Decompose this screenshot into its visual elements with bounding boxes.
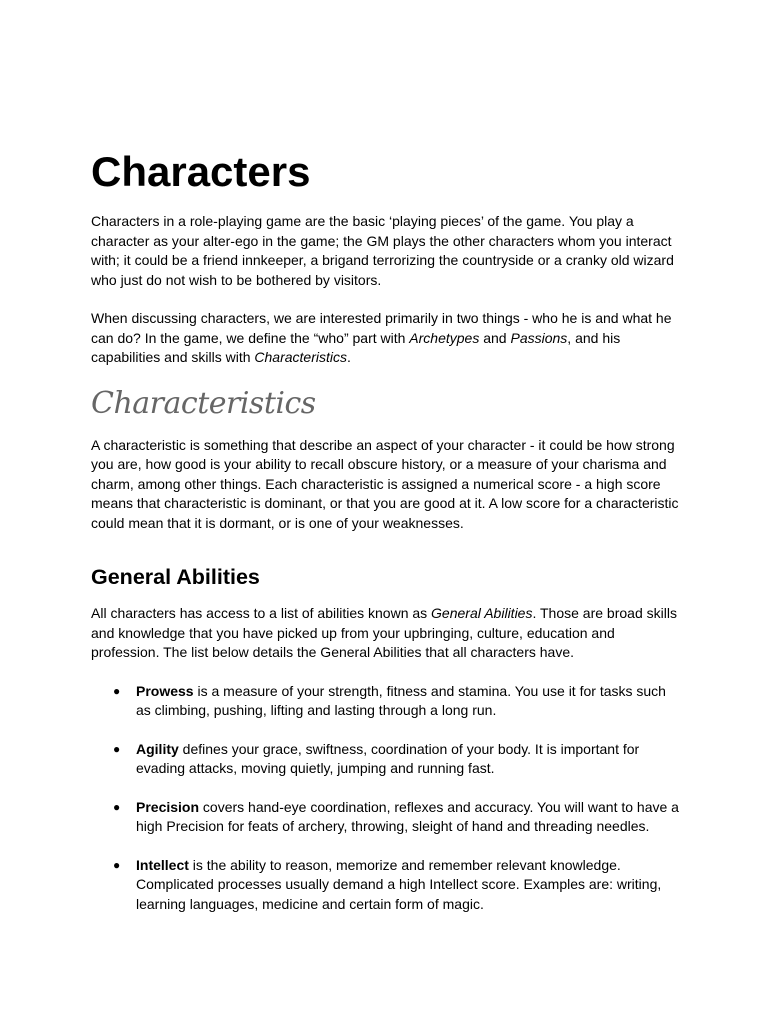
intro-p2-text-2: , and his capabilities and skills with: [91, 329, 621, 365]
general-abilities-list: [91, 682, 681, 915]
document-content: [91, 148, 681, 933]
passions-term: Passions: [510, 329, 568, 346]
intro-p2-text-1: When discussing characters, we are interested primarily in two things - who he is and what he can do? In the game, we define the “who” part with: [91, 310, 672, 346]
list-item: [91, 740, 681, 779]
characteristics-paragraph: A characteristic is something that describe an aspect of your character - it could be how strong you are, how good is your ability to recall obscure history, or a measure of your charisma and charm, among other things. Each characteristic is assigned a numerical score - a high score means that characteristic is dominant, or that you are good at it. A low score for a characteristic could mean that it is dormant, or is one of your weaknesses.: [91, 436, 679, 531]
general-abilities-intro: [91, 604, 681, 663]
list-item: [91, 856, 681, 915]
bullet-icon: ●: [113, 799, 121, 814]
ability-description: defines your grace, swiftness, coordination of your body. It is important for evading attacks, moving quietly, jumping and running fast.: [136, 740, 640, 776]
ability-description: is the ability to reason, memorize and remember relevant knowledge. Complicated processes usually demand a high Intellect score. Examples are: writing, learning languages, medicine and certain form of magic.: [136, 856, 662, 912]
intro-paragraph-2: [91, 309, 681, 368]
ability-name: Intellect: [136, 856, 189, 873]
ga-intro-text-1: All characters has access to a list of abilities known as: [91, 605, 432, 621]
general-abilities-heading: General Abilities: [91, 565, 260, 589]
bullet-icon: ●: [113, 857, 121, 872]
characteristics-term: Characteristics: [254, 349, 347, 365]
intro-paragraph-1: Characters in a role-playing game are the basic ‘playing pieces’ of the game. You play a character as your alter-ego in the game; the GM plays the other characters whom you interact with; it could be a friend innkeeper, a brigand terrorizing the countryside or a cranky old wizard who just do not wish to be bothered by visitors.: [91, 213, 674, 288]
list-item: [91, 798, 681, 837]
ability-description: is a measure of your strength, fitness and stamina. You use it for tasks such as climbing, pushing, lifting and lasting through a long run.: [136, 682, 666, 718]
archetypes-term: Archetypes: [409, 329, 480, 346]
bullet-icon: ●: [113, 741, 121, 756]
ability-name: Prowess: [136, 682, 194, 699]
ga-intro-text-2: . Those are broad skills and knowledge that you have picked up from your upbringing, culture, education and profession. The list below details the General Abilities that all characters have.: [91, 605, 677, 660]
intro-p2-and: and: [479, 329, 511, 346]
ability-name: Agility: [136, 740, 179, 757]
ability-description: covers hand-eye coordination, reflexes and accuracy. You will want to have a high Precision for feats of archery, throwing, sleight of hand and threading needles.: [136, 798, 679, 834]
bullet-icon: ●: [113, 683, 121, 698]
general-abilities-term: General Abilities: [431, 605, 533, 621]
ability-name: Precision: [136, 798, 200, 815]
characteristics-heading: Characteristics: [91, 385, 316, 421]
intro-p2-end: .: [347, 349, 351, 365]
list-item: [91, 682, 681, 721]
page-title: Characters: [91, 148, 311, 195]
